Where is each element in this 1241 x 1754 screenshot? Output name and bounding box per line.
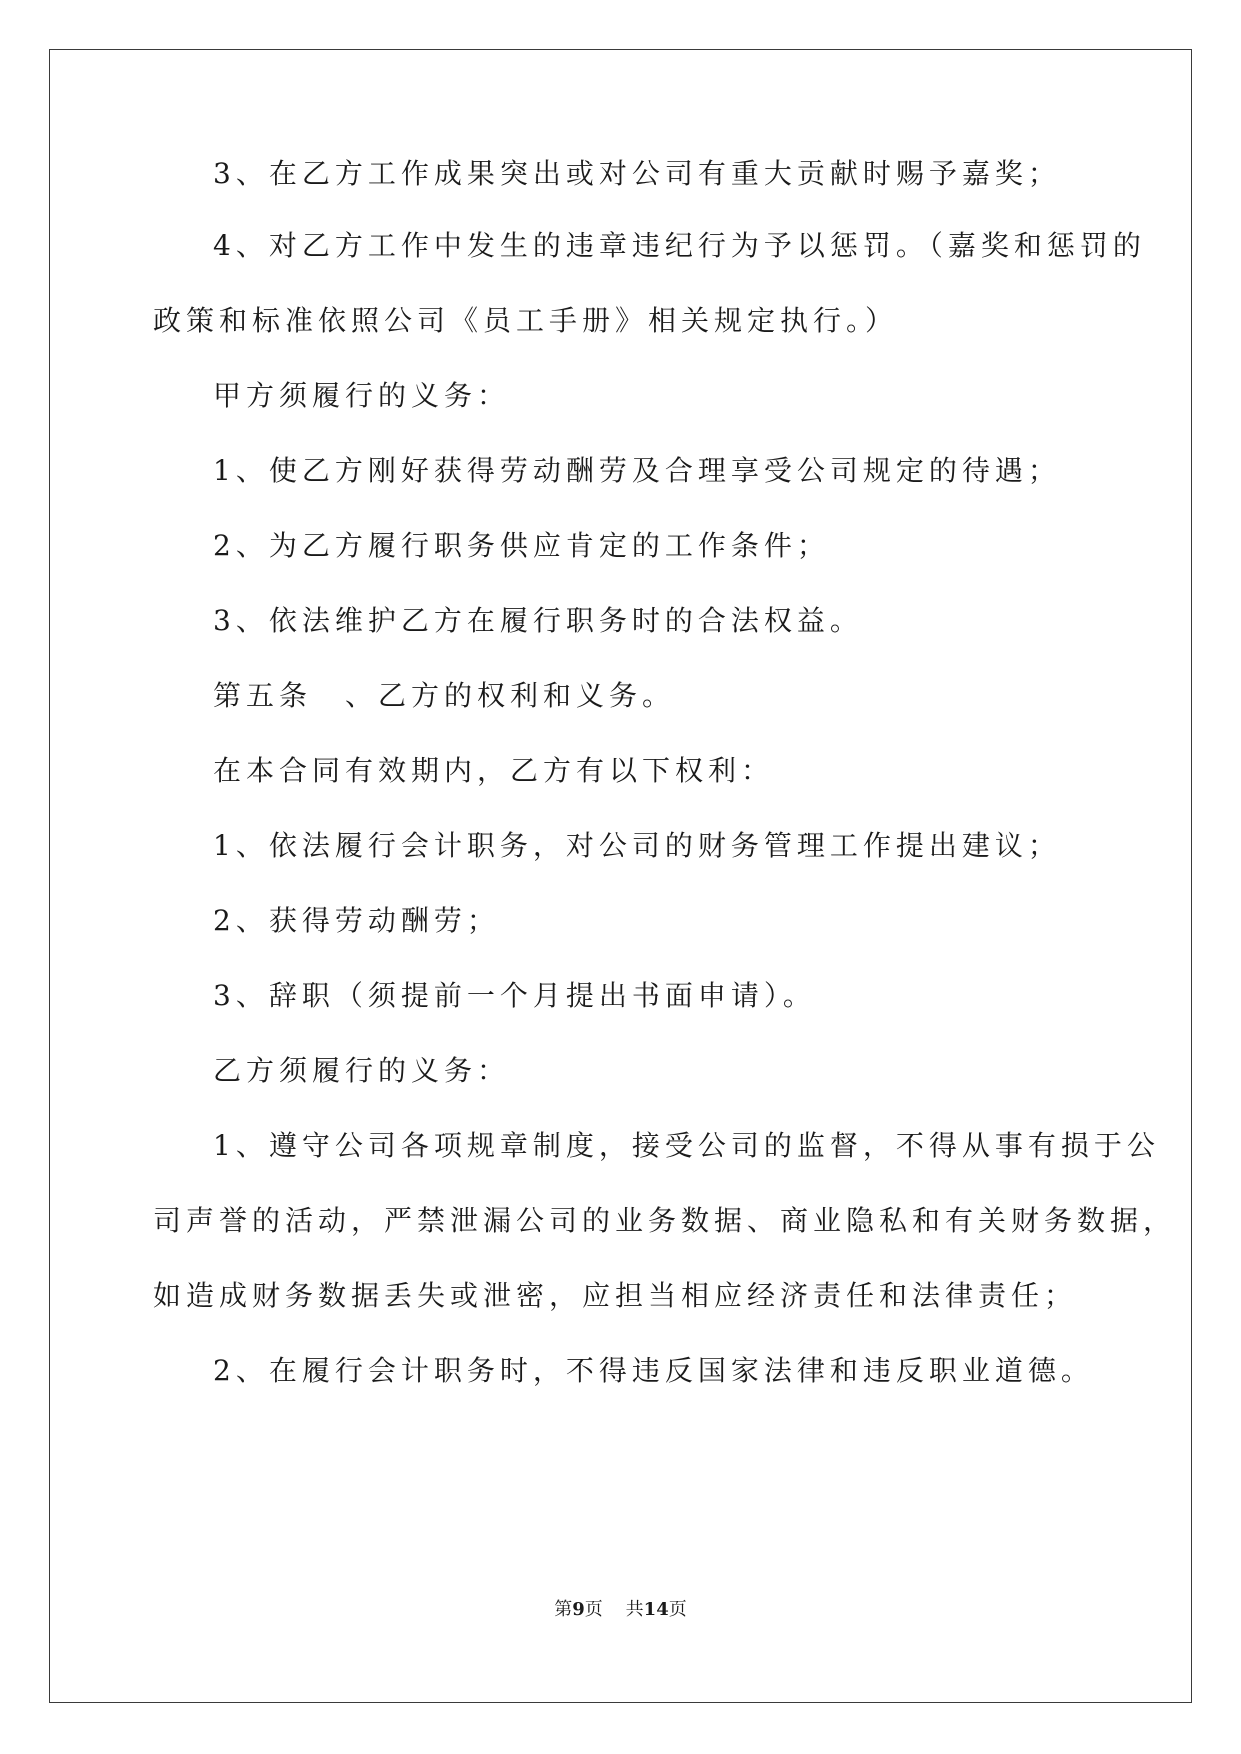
- page-footer: [0, 1595, 1241, 1621]
- paragraph-b-obligation-1-line-3: 如造成财务数据丢失或泄密，应担当相应经济责任和法律责任；: [153, 1279, 1078, 1312]
- total-pages: 14: [643, 1599, 669, 1620]
- paragraph-b-right-3: 3、辞职（须提前一个月提出书面申请）。: [213, 979, 816, 1012]
- total-suffix: 页: [668, 1599, 687, 1620]
- heading-party-b-obligations: 乙方须履行的义务：: [213, 1054, 511, 1087]
- paragraph-punishment-continued: 政策和标准依照公司《员工手册》相关规定执行。）: [153, 304, 899, 337]
- paragraph-reward: 3、在乙方工作成果突出或对公司有重大贡献时赐予嘉奖；: [213, 157, 1061, 190]
- paragraph-b-obligation-1-line-1: 1、遵守公司各项规章制度，接受公司的监督，不得从事有损于公: [213, 1129, 1160, 1162]
- page-number: 9: [572, 1599, 585, 1620]
- heading-party-a-obligations: 甲方须履行的义务：: [213, 379, 511, 412]
- paragraph-a-obligation-2: 2、为乙方履行职务供应肯定的工作条件；: [213, 529, 830, 562]
- paragraph-punishment: 4、对乙方工作中发生的违章违纪行为予以惩罚。（嘉奖和惩罚的: [213, 229, 1146, 262]
- page-prefix: 第: [554, 1599, 573, 1620]
- paragraph-a-obligation-1: 1、使乙方刚好获得劳动酬劳及合理享受公司规定的待遇；: [213, 454, 1061, 487]
- heading-article-five: 第五条 、乙方的权利和义务。: [213, 679, 676, 712]
- heading-party-b-rights: 在本合同有效期内，乙方有以下权利：: [213, 754, 775, 787]
- paragraph-b-obligation-1-line-2: 司声誉的活动，严禁泄漏公司的业务数据、商业隐私和有关财务数据，: [153, 1204, 1177, 1237]
- page-suffix: 页: [584, 1599, 603, 1620]
- paragraph-a-obligation-3: 3、依法维护乙方在履行职务时的合法权益。: [213, 604, 863, 637]
- paragraph-b-obligation-2: 2、在履行会计职务时，不得违反国家法律和违反职业道德。: [213, 1354, 1094, 1387]
- page-border: [49, 49, 1192, 1703]
- paragraph-b-right-1: 1、依法履行会计职务，对公司的财务管理工作提出建议；: [213, 829, 1061, 862]
- total-prefix: 共: [625, 1599, 644, 1620]
- paragraph-b-right-2: 2、获得劳动酬劳；: [213, 904, 500, 937]
